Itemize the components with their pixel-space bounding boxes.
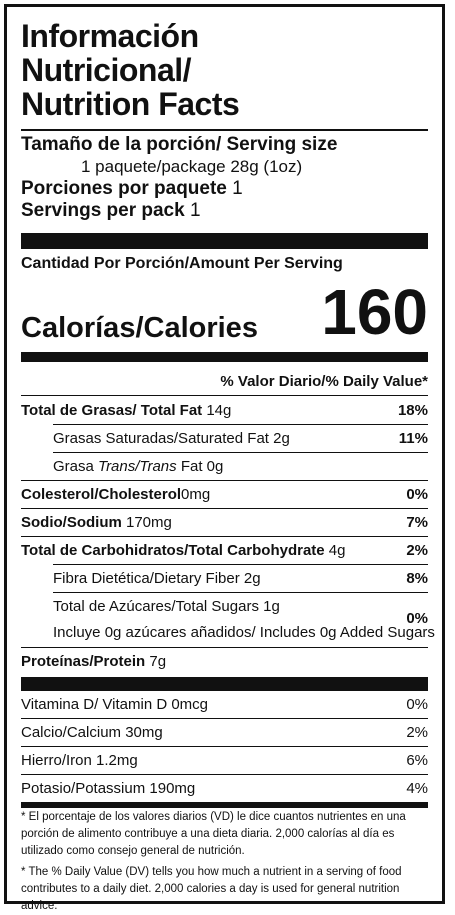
footnotes — [21, 805, 428, 915]
potassium-label: Potasio/Potassium 190mg — [21, 780, 196, 797]
row-sodium — [21, 509, 428, 536]
footnote-spanish: * El porcentaje de los valores diarios (VD) le dice cuantos nutrientes en una porción de alimento contribuye a una dieta diaria. 2,000 calorías al día es utilizado como consejo general de nutrición. — [21, 811, 406, 857]
serving-size-value: 1 paquete/package 28g (1oz) — [81, 157, 303, 176]
serving-info — [21, 134, 337, 222]
cholesterol-amount: 0mg — [181, 486, 211, 503]
trans-fat-pre: Grasa — [53, 458, 99, 475]
vitamin-d-label: Vitamina D/ Vitamin D 0mcg — [21, 696, 209, 713]
row-vitamin-d — [21, 691, 428, 718]
nutrition-label — [4, 4, 445, 912]
row-total-fat — [21, 397, 428, 424]
divider — [21, 395, 428, 396]
fiber-dv: 8% — [406, 570, 428, 587]
row-cholesterol — [21, 481, 428, 508]
added-sugars-label: Incluye 0g azúcares añadidos/ Includes 0g Added Sugars — [53, 624, 435, 641]
total-fat-label: Total de Grasas/ Total Fat — [21, 402, 203, 419]
carbohydrate-dv: 2% — [406, 542, 428, 559]
footnote-english: * The % Daily Value (DV) tells you how much a nutrient in a serving of food contributes to a daily diet. 2,000 calories a day is used for general nutrition advice. — [21, 866, 402, 912]
sodium-dv: 7% — [406, 514, 428, 531]
serving-size-label: Tamaño de la porción/ Serving size — [21, 134, 338, 155]
total-fat-dv: 18% — [397, 402, 428, 419]
servings-en-value: 1 — [189, 200, 201, 221]
row-iron — [21, 747, 428, 774]
cholesterol-label: Colesterol/Cholesterol — [21, 486, 182, 503]
carbohydrate-label: Total de Carbohidratos/Total Carbohydrate — [21, 542, 325, 559]
thick-divider — [21, 677, 428, 691]
protein-amount: 7g — [145, 653, 167, 670]
title-line-3: Nutrition Facts — [21, 86, 240, 122]
carbohydrate-amount: 4g — [324, 542, 346, 559]
calcium-label: Calcio/Calcium 30mg — [21, 724, 163, 741]
divider — [21, 129, 428, 131]
row-calcium — [21, 719, 428, 746]
title-line-2: Nutricional/ — [21, 52, 192, 88]
daily-value-header: % Valor Diario/% Daily Value* — [220, 373, 428, 390]
amount-per-serving: Cantidad Por Porción/Amount Per Serving — [21, 255, 343, 272]
calories-label: Calorías/Calories — [21, 312, 258, 344]
servings-en-label: Servings per pack — [21, 200, 185, 221]
calories-value: 160 — [321, 276, 428, 348]
row-carbohydrate — [21, 537, 428, 564]
row-saturated-fat — [21, 425, 428, 452]
vitamin-d-dv: 0% — [406, 696, 428, 713]
saturated-fat-label: Grasas Saturadas/Saturated Fat 2g — [53, 430, 290, 447]
row-trans-fat — [21, 453, 428, 480]
iron-label: Hierro/Iron 1.2mg — [21, 752, 138, 769]
calcium-dv: 2% — [406, 724, 428, 741]
total-sugars-dv: 0% — [406, 610, 428, 627]
trans-fat-post: Fat 0g — [176, 458, 224, 475]
servings-es-label: Porciones por paquete — [21, 178, 227, 199]
servings-en — [21, 200, 337, 222]
saturated-fat-dv: 11% — [398, 430, 428, 447]
iron-dv: 6% — [406, 752, 428, 769]
sodium-label: Sodio/Sodium — [21, 514, 122, 531]
servings-es — [21, 178, 337, 200]
cholesterol-dv: 0% — [406, 486, 428, 503]
total-fat-amount: 14g — [206, 402, 232, 419]
fiber-label: Fibra Dietética/Dietary Fiber 2g — [53, 570, 261, 587]
servings-es-value: 1 — [232, 178, 243, 199]
trans-fat-italic: Trans/Trans — [98, 458, 177, 475]
thick-divider — [21, 233, 428, 249]
total-sugars-label: Total de Azúcares/Total Sugars 1g — [53, 598, 280, 615]
row-added-sugars — [21, 619, 435, 646]
sodium-amount: 170mg — [121, 514, 172, 531]
label-title — [21, 19, 239, 121]
potassium-dv: 4% — [406, 780, 428, 797]
row-protein — [21, 648, 428, 675]
title-line-1: Información — [21, 18, 199, 54]
medium-divider — [21, 352, 428, 362]
protein-label: Proteínas/Protein — [21, 653, 146, 670]
row-potassium — [21, 775, 428, 802]
row-fiber — [21, 565, 428, 592]
